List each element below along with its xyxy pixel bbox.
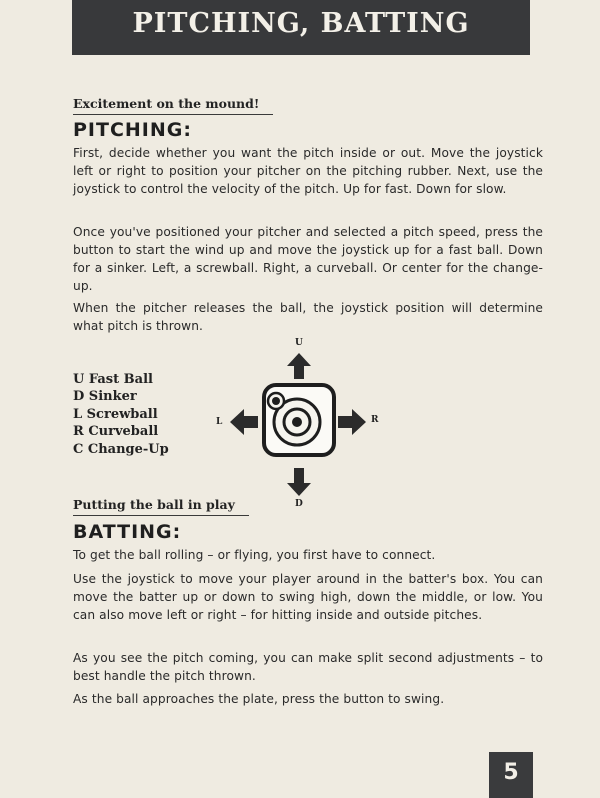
pitch-list-item: L Screwball (73, 406, 158, 422)
joystick-icon (264, 385, 334, 455)
pitching-subheading: Excitement on the mound! (73, 96, 260, 111)
arrow-left-icon (230, 409, 258, 435)
pitch-list-item: C Change-Up (73, 441, 169, 457)
joystick-label-left: L (216, 417, 223, 427)
page-number-tab (489, 752, 533, 798)
joystick-label-up: U (295, 338, 303, 348)
batting-subheading-rule (73, 515, 249, 516)
pitching-paragraph-3: When the pitcher releases the ball, the joystick position will determine what pitch is thrown. (73, 301, 543, 333)
joystick-label-right: R (371, 415, 379, 425)
batting-paragraph-3: As you see the pitch coming, you can make split second adjustments – to best handle the pitch thrown. (73, 651, 543, 683)
batting-heading: BATTING: (73, 521, 182, 543)
pitch-list-item: R Curveball (73, 424, 159, 440)
page-number: 5 (503, 760, 519, 785)
pitch-list-item: U Fast Ball (73, 372, 153, 387)
batting-paragraph-2: Use the joystick to move your player around in the batter's box. You can move the batter up or down to swing high, down the middle, or low. You can also move left or right – for hitting inside and outside pitches. (73, 572, 543, 622)
joystick-label-down: D (295, 499, 303, 509)
batting-paragraph-1: To get the ball rolling – or flying, you first have to connect. (73, 548, 436, 562)
arrow-right-icon (338, 409, 366, 435)
pitching-paragraph-1: First, decide whether you want the pitch inside or out. Move the joystick left or right to position your pitcher on the pitching rubber. Next, use the joystick to control the velocity of the pitch. Up for fast. Down for slow. (73, 146, 543, 196)
batting-subheading: Putting the ball in play (73, 497, 235, 512)
pitch-list-item: D Sinker (73, 389, 137, 405)
arrow-down-icon (287, 468, 311, 496)
pitching-heading: PITCHING: (73, 119, 192, 141)
batting-paragraph-4: As the ball approaches the plate, press the button to swing. (73, 692, 445, 706)
page-title: PITCHING, BATTING (132, 8, 470, 39)
pitching-paragraph-2: Once you've positioned your pitcher and selected a pitch speed, press the button to start the wind up and move the joystick up for a fast ball. Down for a sinker. Left, a screwball. Right, a curveball. Or center for the change-up. (73, 225, 543, 293)
arrow-up-icon (287, 353, 311, 379)
